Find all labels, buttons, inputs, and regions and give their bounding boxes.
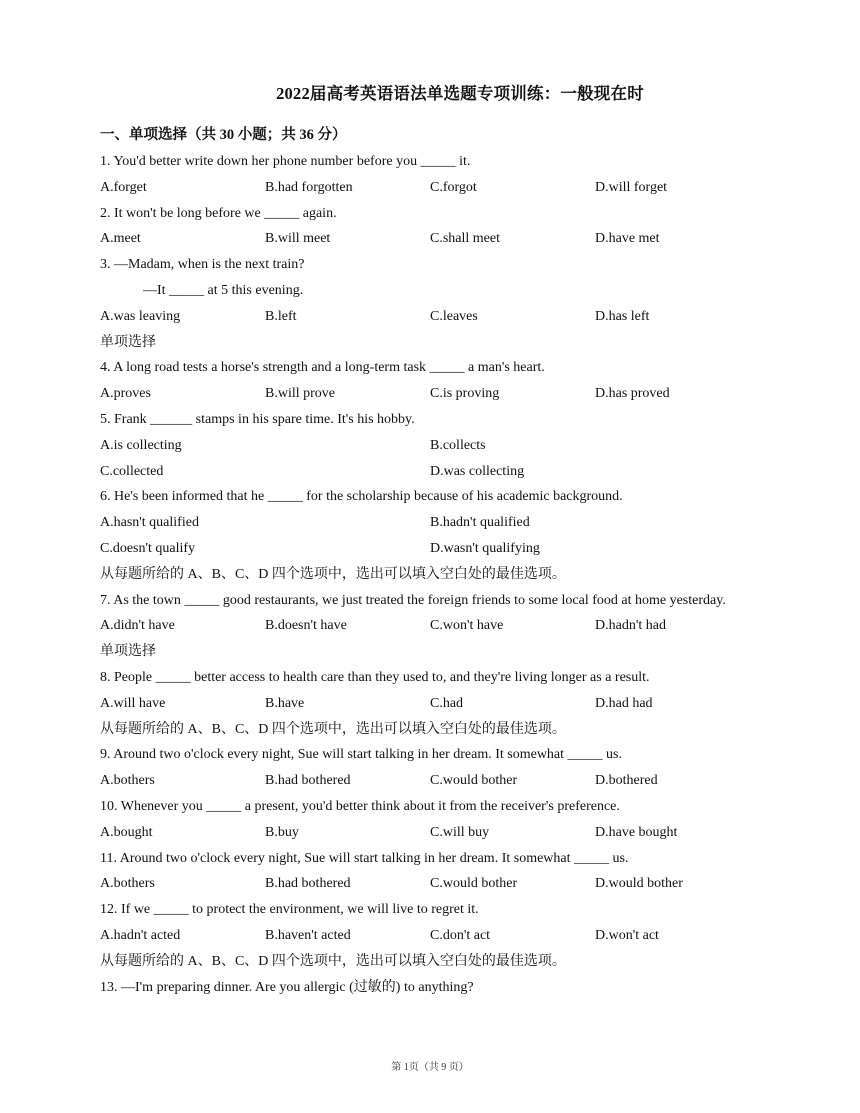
answer-option: C.shall meet: [430, 231, 500, 247]
instruction-note: 从每题所给的 A、B、C、D 四个选项中，选出可以填入空白处的最佳选项。: [100, 953, 566, 969]
answer-option: A.forget: [100, 179, 147, 195]
answer-option: D.won't act: [595, 927, 659, 943]
question-stem: 2. It won't be long before we _____ again.: [100, 205, 337, 221]
answer-option: D.was collecting: [430, 463, 525, 479]
answer-option: A.was leaving: [100, 308, 181, 324]
answer-option: C.leaves: [430, 308, 478, 324]
document-title: 2022届高考英语语法单选题专项训练：一般现在时: [276, 84, 644, 103]
answer-option: D.bothered: [595, 773, 658, 789]
answer-option: C.would bother: [430, 773, 518, 789]
question-stem: 7. As the town _____ good restaurants, we just treated the foreign friends to some local food at home yesterday.: [100, 592, 726, 608]
answer-option: A.is collecting: [100, 437, 182, 453]
answer-options: [100, 511, 780, 537]
answer-option: B.had bothered: [265, 773, 351, 789]
answer-option: D.have met: [595, 231, 660, 247]
question-stem: 1. You'd better write down her phone number before you _____ it.: [100, 154, 471, 169]
answer-option: C.won't have: [430, 618, 504, 634]
answer-option: B.will meet: [265, 231, 331, 247]
answer-options: [100, 382, 780, 408]
answer-option: B.left: [265, 308, 297, 324]
answer-option: B.had bothered: [265, 876, 351, 892]
answer-options: [100, 176, 780, 202]
answer-options: [100, 537, 780, 563]
answer-option: B.have: [265, 695, 305, 711]
answer-option: C.forgot: [430, 179, 477, 195]
answer-option: A.bothers: [100, 773, 155, 789]
answer-options: [100, 460, 780, 486]
answer-option: D.would bother: [595, 876, 683, 892]
section-heading: 一、单项选择（共 30 小题；共 36 分）: [100, 127, 347, 143]
answer-option: A.meet: [100, 231, 141, 247]
answer-options: [100, 305, 780, 331]
question-stem: 13. —I'm preparing dinner. Are you allergic (过敏的) to anything?: [100, 979, 474, 995]
answer-option: C.had: [430, 695, 464, 711]
answer-option: A.didn't have: [100, 618, 175, 634]
answer-option: A.bothers: [100, 876, 155, 892]
answer-option: B.haven't acted: [265, 927, 351, 943]
answer-option: D.has left: [595, 308, 650, 324]
question-stem: 9. Around two o'clock every night, Sue will start talking in her dream. It somewhat _____ us.: [100, 747, 622, 763]
question-list: [100, 150, 780, 1001]
instruction-note: 从每题所给的 A、B、C、D 四个选项中，选出可以填入空白处的最佳选项。: [100, 721, 566, 737]
answer-options: [100, 227, 780, 253]
answer-option: D.have bought: [595, 824, 678, 840]
answer-options: [100, 924, 780, 950]
answer-option: C.will buy: [430, 824, 490, 840]
answer-option: D.has proved: [595, 386, 670, 402]
question-stem: 8. People _____ better access to health care than they used to, and they're living longer as a result.: [100, 669, 650, 685]
answer-options: [100, 821, 780, 847]
answer-option: B.hadn't qualified: [430, 515, 530, 531]
answer-option: D.had had: [595, 695, 653, 711]
answer-options: [100, 614, 780, 640]
question-stem: 10. Whenever you _____ a present, you'd better think about it from the receiver's preference.: [100, 798, 620, 814]
answer-option: C.collected: [100, 463, 164, 479]
question-stem: —It _____ at 5 this evening.: [143, 282, 304, 298]
answer-option: C.don't act: [430, 927, 491, 943]
answer-option: B.doesn't have: [265, 618, 347, 634]
answer-option: A.will have: [100, 695, 166, 711]
instruction-note: 单项选择: [100, 334, 156, 350]
answer-option: D.hadn't had: [595, 618, 666, 634]
answer-option: B.buy: [265, 824, 299, 840]
question-stem: 12. If we _____ to protect the environment, we will live to regret it.: [100, 902, 479, 918]
answer-option: A.hadn't acted: [100, 927, 181, 943]
answer-option: D.will forget: [595, 179, 668, 195]
page-footer: 第 1页（共 9 页）: [391, 1062, 469, 1073]
answer-options: [100, 434, 780, 460]
answer-options: [100, 872, 780, 898]
answer-option: C.doesn't qualify: [100, 540, 196, 556]
answer-option: B.had forgotten: [265, 179, 353, 195]
answer-option: B.collects: [430, 437, 486, 453]
question-stem: 11. Around two o'clock every night, Sue will start talking in her dream. It somewhat _____ us.: [100, 850, 629, 866]
question-stem: 4. A long road tests a horse's strength and a long-term task _____ a man's heart.: [100, 360, 545, 376]
answer-option: A.bought: [100, 824, 153, 840]
question-stem: 6. He's been informed that he _____ for the scholarship because of his academic background.: [100, 489, 623, 505]
question-stem: 3. —Madam, when is the next train?: [100, 257, 305, 273]
answer-option: C.is proving: [430, 386, 500, 402]
answer-option: D.wasn't qualifying: [430, 540, 540, 556]
answer-option: C.would bother: [430, 876, 518, 892]
instruction-note: 从每题所给的 A、B、C、D 四个选项中，选出可以填入空白处的最佳选项。: [100, 566, 566, 582]
answer-options: [100, 769, 780, 795]
answer-options: [100, 692, 780, 718]
question-stem: 5. Frank ______ stamps in his spare time. It's his hobby.: [100, 411, 415, 427]
instruction-note: 单项选择: [100, 644, 156, 660]
answer-option: B.will prove: [265, 386, 335, 402]
answer-option: A.proves: [100, 386, 151, 402]
answer-option: A.hasn't qualified: [100, 515, 199, 531]
